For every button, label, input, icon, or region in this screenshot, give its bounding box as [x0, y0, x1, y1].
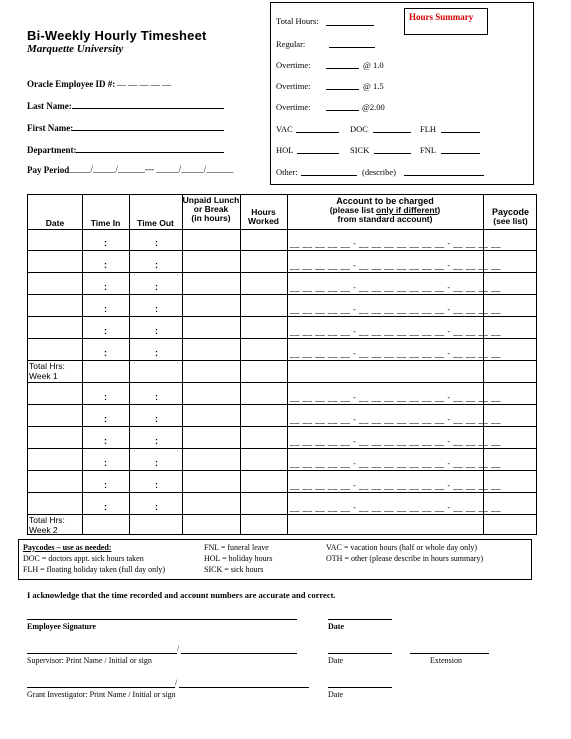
department-field[interactable]	[76, 152, 224, 153]
paycode-vac: VAC = vacation hours (half or whole day only)	[326, 543, 477, 552]
overtime-1-rate: @ 1.0	[363, 60, 384, 70]
paycode-sick: SICK = sick hours	[204, 565, 264, 574]
overtime-1-label: Overtime:	[276, 60, 311, 70]
header-account-line2: (please list only if different)	[329, 205, 441, 215]
header-unpaid-line3: (in hours)	[191, 213, 231, 223]
supervisor-slash: /	[177, 644, 180, 653]
account-field[interactable]: __ __ __ __ __ - __ __ __ __ __ __ __ - __ __ __ __	[290, 503, 501, 512]
doc-label: DOC	[350, 124, 368, 134]
paycode-oth: OTH = other (please describe in hours summary)	[326, 554, 484, 563]
account-field[interactable]: __ __ __ __ __ - __ __ __ __ __ __ __ - __ __ __ __	[290, 437, 501, 446]
overtime-2-field[interactable]	[326, 89, 359, 90]
other-hours-field[interactable]	[301, 175, 357, 176]
header-hours-worked	[240, 208, 287, 226]
last-name-label: Last Name:	[27, 101, 72, 111]
employee-signature-field[interactable]	[27, 619, 297, 620]
header-hours-line1: Hours	[251, 207, 276, 217]
account-field[interactable]: __ __ __ __ __ - __ __ __ __ __ __ __ - __ __ __ __	[290, 261, 501, 270]
grant-slash: /	[175, 678, 178, 687]
describe-label: (describe)	[362, 167, 396, 177]
supervisor-date-label: Date	[328, 656, 344, 665]
total-hours-label: Total Hours:	[276, 16, 319, 26]
header-paycode-line2: (see list)	[493, 216, 528, 226]
employee-date-label: Date	[328, 622, 344, 631]
overtime-3-rate: @2.00	[362, 102, 385, 112]
account-field[interactable]: __ __ __ __ __ - __ __ __ __ __ __ __ - __ __ __ __	[290, 327, 501, 336]
regular-label: Regular:	[276, 39, 306, 49]
hours-summary-badge: Hours Summary	[404, 8, 488, 35]
supervisor-name-field[interactable]	[27, 653, 177, 654]
paycode-fnl: FNL = funeral leave	[204, 543, 269, 552]
form-title: Bi-Weekly Hourly Timesheet	[27, 28, 207, 43]
sick-label: SICK	[350, 145, 370, 155]
supervisor-date-field[interactable]	[328, 653, 392, 654]
flh-label: FLH	[420, 124, 437, 134]
grant-date-field[interactable]	[328, 687, 392, 688]
employee-signature-label: Employee Signature	[27, 622, 96, 631]
regular-field[interactable]	[329, 47, 375, 48]
overtime-1-field[interactable]	[326, 68, 359, 69]
employee-date-field[interactable]	[328, 619, 392, 620]
header-paycode	[483, 208, 538, 226]
header-account	[287, 197, 483, 224]
account-field[interactable]: __ __ __ __ __ - __ __ __ __ __ __ __ - __ __ __ __	[290, 393, 501, 402]
extension-field[interactable]	[410, 653, 489, 654]
last-name-field[interactable]	[72, 108, 224, 109]
supervisor-label: Supervisor: Print Name / Initial or sign	[27, 656, 152, 665]
paycode-hol: HOL = holiday hours	[204, 554, 273, 563]
account-field[interactable]: __ __ __ __ __ - __ __ __ __ __ __ __ - __ __ __ __	[290, 349, 501, 358]
first-name-field[interactable]	[72, 130, 224, 131]
employee-id-field[interactable]: __ __ __ __ __	[117, 77, 171, 87]
header-account-line3: from standard account)	[337, 214, 433, 224]
header-time-in: Time In	[90, 218, 121, 228]
account-field[interactable]: __ __ __ __ __ - __ __ __ __ __ __ __ - __ __ __ __	[290, 481, 501, 490]
pay-period-label: Pay Period	[27, 165, 70, 175]
overtime-3-field[interactable]	[326, 110, 359, 111]
hours-summary-box	[270, 2, 534, 185]
header-time-out: Time Out	[137, 218, 174, 228]
first-name-label: First Name:	[27, 123, 74, 133]
paycode-flh: FLH = floating holiday taken (full day only)	[23, 565, 166, 574]
total-week2-label: Total Hrs: Week 2	[29, 515, 65, 535]
employee-id-label: Oracle Employee ID #:	[27, 79, 116, 89]
paycodes-title: Paycodes – use as needed:	[23, 543, 112, 552]
account-field[interactable]: __ __ __ __ __ - __ __ __ __ __ __ __ - __ __ __ __	[290, 305, 501, 314]
grant-label: Grant Investigator: Print Name / Initial or sign	[27, 690, 176, 699]
other-label: Other:	[276, 167, 298, 177]
timesheet-table: Date Time In Time Out Unpaid Lunch or Break (in hours) Hours Worked Account to be charged (please list only if different) from standard account) Paycode (see list) : : __ __ __ __ __ - __ __ __ __ __ __ __ - __ __ __ __ : : __ __ __ __ __ - __ __ __ __ __ __ __ - __ __ __ __ : : __ __ __ __ __ - __ __ __ __ __ __ __ - __ __ __ __ : : __ __ __ __ __ - __ __ __ __ __ __ __ - __ __ __ __ : : __ __ __ __ __ - __ __ __ __ __ __ __ - __ __ __ __ : : __ __ __ __ __ - __ __ __ __ __ __ __ - __ __ __ __ Total Hrs: Week 1 : : __ __ __ __ __ - __ __ __ __ __ __ __ - __ __ __ __ : : __ __ __ __ __ - __ __ __ __ __ __ __ - __ __ __ __ : : __ __ __ __ __ - __ __ __ __ __ __ __ - __ __ __ __ : : __ __ __ __ __ - __ __ __ __ __ __ __ - __ __ __ __ : : __ __ __ __ __ - __ __ __ __ __ __ __ - __ __ __ __ : : __ __ __ __ __ - __ __ __ __ __ __ __ - __ __ __ __ Total Hrs: Week 2	[27, 194, 537, 535]
department-label: Department:	[27, 145, 77, 155]
other-describe-field[interactable]	[404, 175, 484, 176]
supervisor-initial-field[interactable]	[181, 653, 297, 654]
fnl-label: FNL	[420, 145, 437, 155]
overtime-2-label: Overtime:	[276, 81, 311, 91]
hol-field[interactable]	[297, 153, 339, 154]
overtime-2-rate: @ 1.5	[363, 81, 384, 91]
sick-field[interactable]	[374, 153, 411, 154]
fnl-field[interactable]	[441, 153, 480, 154]
doc-field[interactable]	[373, 132, 411, 133]
header-account-line1: Account to be charged	[336, 196, 434, 206]
header-unpaid-break	[182, 196, 240, 223]
account-field[interactable]: __ __ __ __ __ - __ __ __ __ __ __ __ - __ __ __ __	[290, 283, 501, 292]
flh-field[interactable]	[441, 132, 480, 133]
account-field[interactable]: __ __ __ __ __ - __ __ __ __ __ __ __ - __ __ __ __	[290, 415, 501, 424]
overtime-3-label: Overtime:	[276, 102, 311, 112]
header-paycode-line1: Paycode	[491, 207, 530, 217]
grant-name-field[interactable]	[27, 687, 175, 688]
form-subtitle: Marquette University	[27, 43, 124, 55]
grant-date-label: Date	[328, 690, 344, 699]
header-hours-line2: Worked	[247, 216, 280, 226]
vac-field[interactable]	[296, 132, 339, 133]
extension-label: Extension	[430, 656, 462, 665]
account-field[interactable]: __ __ __ __ __ - __ __ __ __ __ __ __ - __ __ __ __	[290, 239, 501, 248]
total-week1-label: Total Hrs: Week 1	[29, 361, 65, 381]
acknowledge-text: I acknowledge that the time recorded and account numbers are accurate and correct.	[27, 590, 336, 600]
vac-label: VAC	[276, 124, 293, 134]
pay-period-field[interactable]: _____/_____/______--- _____/_____/______	[68, 164, 234, 174]
header-date: Date	[45, 218, 65, 228]
header-unpaid-line1: Unpaid Lunch	[182, 195, 240, 205]
hol-label: HOL	[276, 145, 294, 155]
header-unpaid-line2: or Break	[193, 204, 229, 214]
total-hours-field[interactable]	[326, 25, 374, 26]
account-field[interactable]: __ __ __ __ __ - __ __ __ __ __ __ __ - __ __ __ __	[290, 459, 501, 468]
grant-initial-field[interactable]	[179, 687, 309, 688]
paycode-doc: DOC = doctors appt. sick hours taken	[23, 554, 144, 563]
